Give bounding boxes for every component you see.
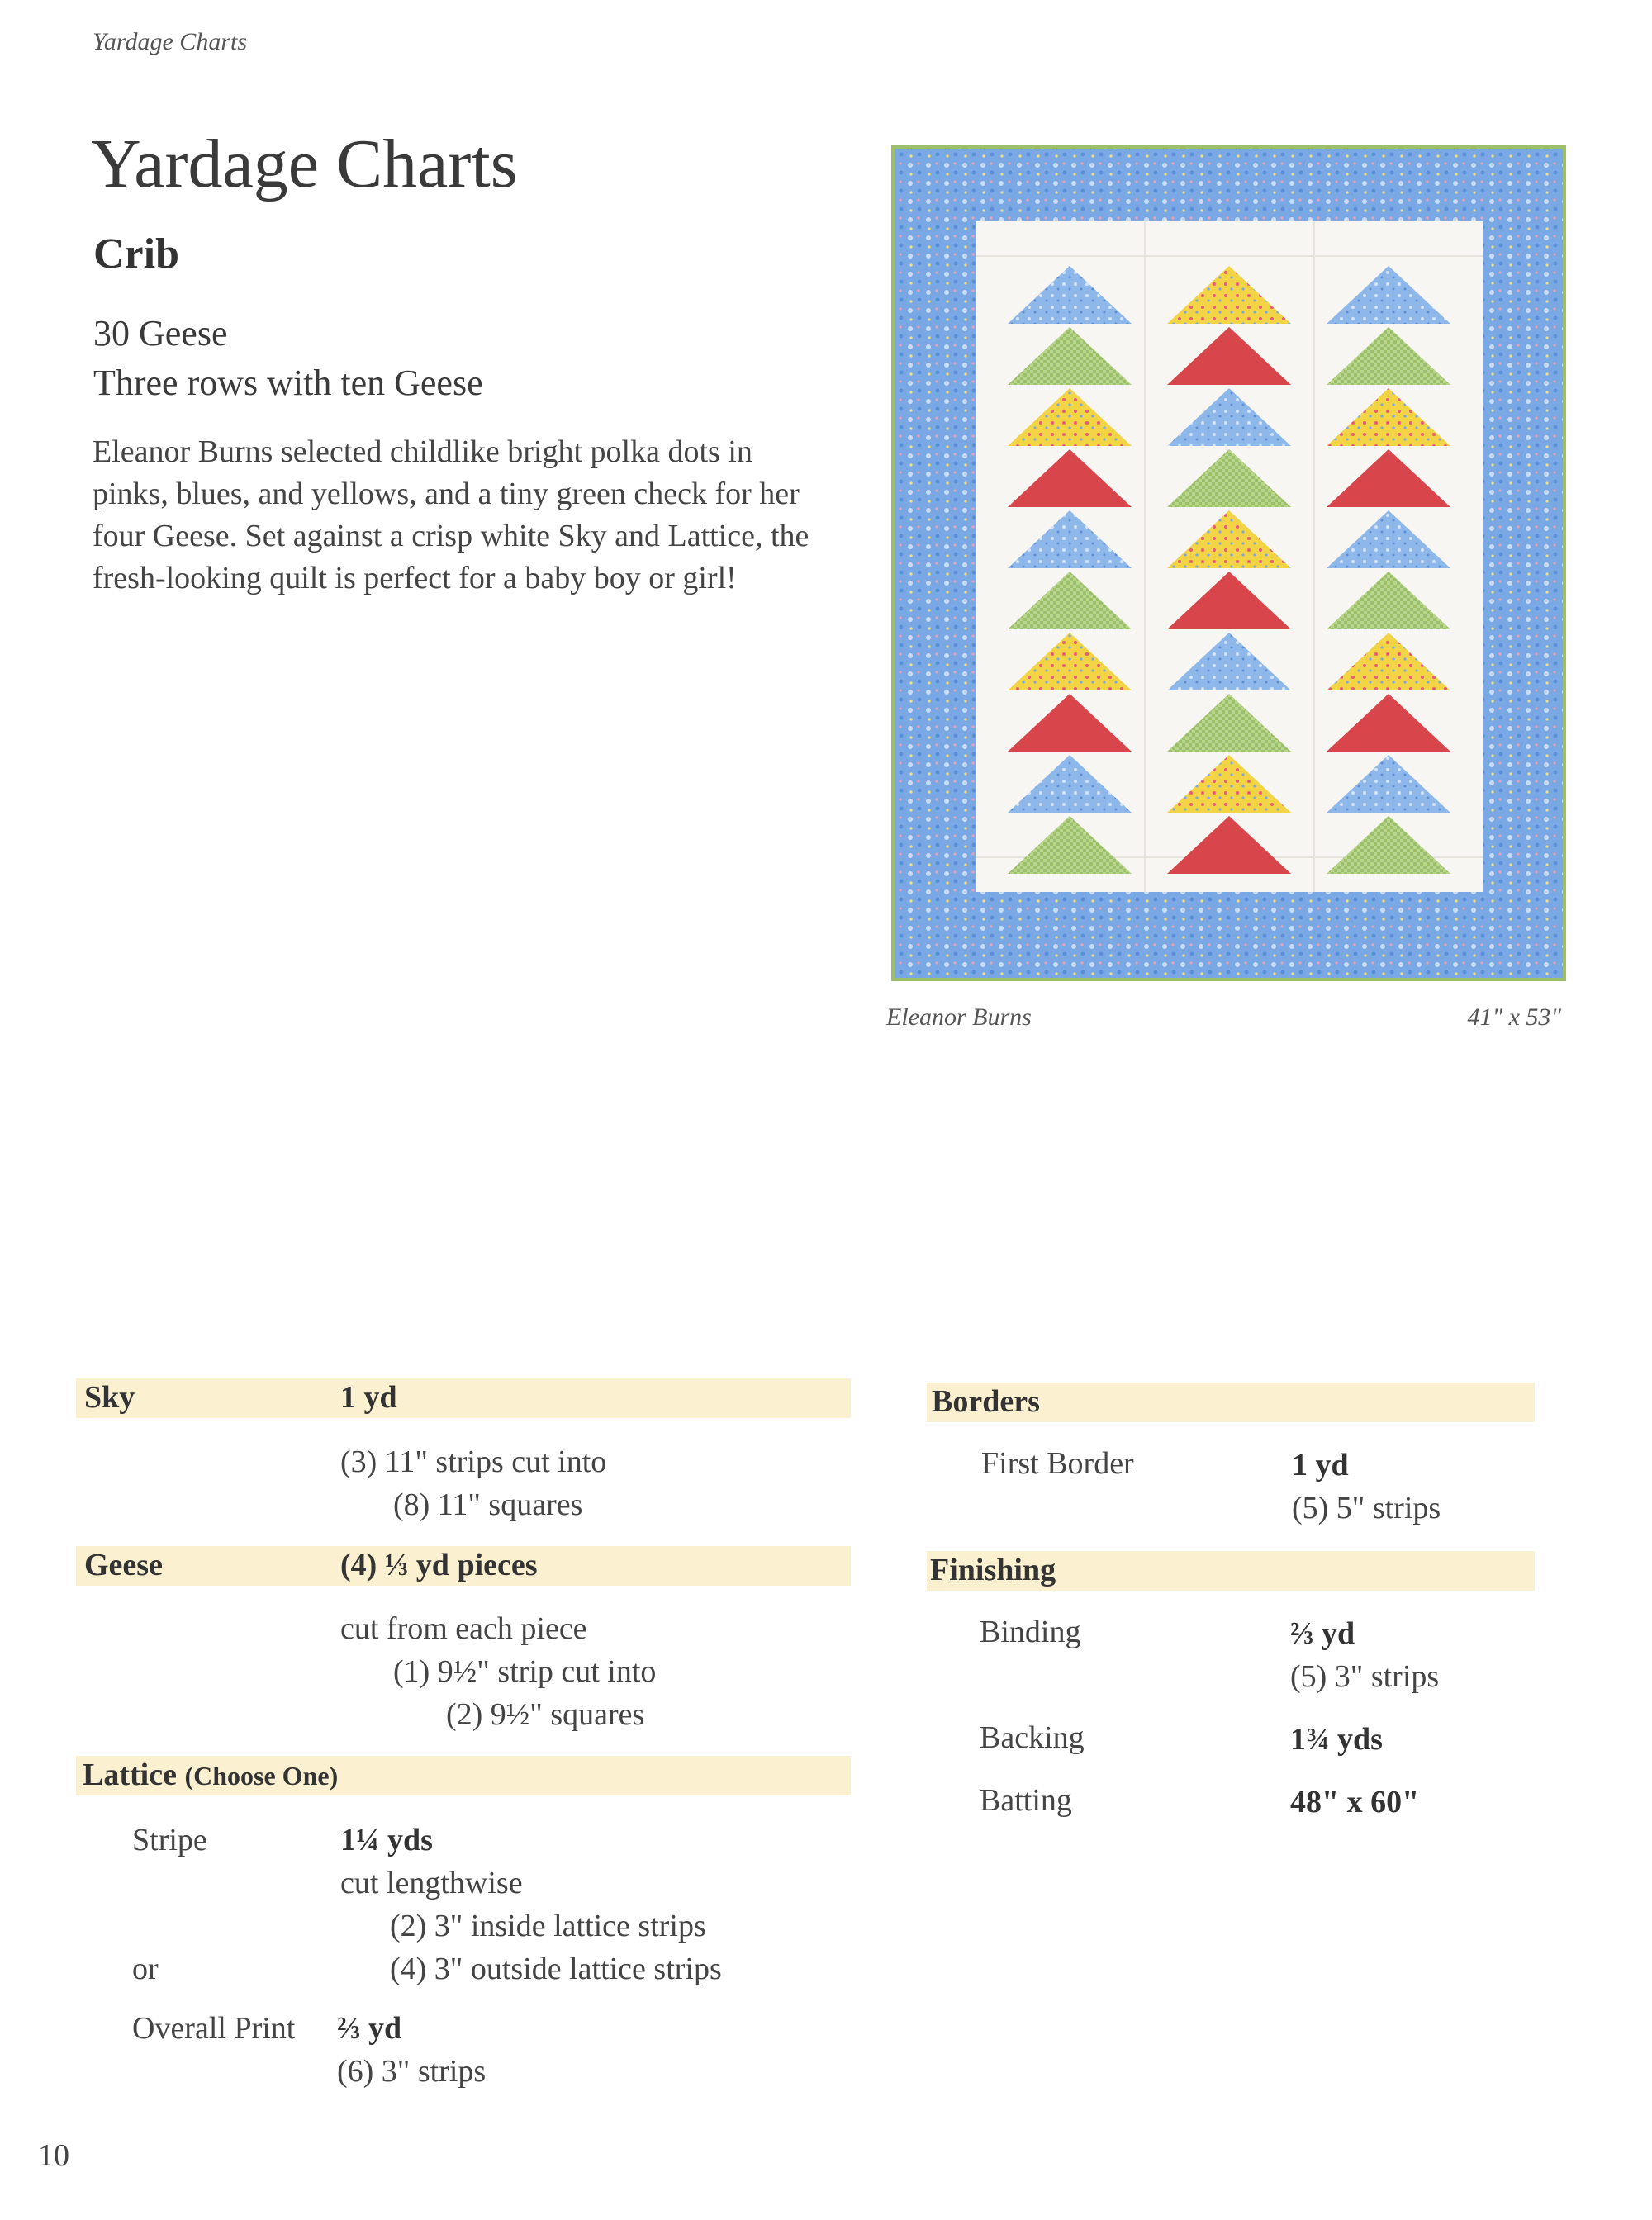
quilt-illustration <box>888 142 1569 984</box>
geese-cut-line-3: (2) 9½" squares <box>446 1697 645 1732</box>
sky-cut-line-2: (8) 11" squares <box>393 1487 583 1522</box>
geese-label: Geese <box>84 1548 163 1582</box>
photo-caption-size: 41" x 53" <box>1467 1003 1561 1031</box>
batting-amount: 48" x 60" <box>1290 1785 1420 1819</box>
backing-label: Backing <box>980 1720 1085 1755</box>
finishing-label: Finishing <box>930 1553 1056 1587</box>
overall-print-label: Overall Print <box>132 2011 296 2046</box>
description-paragraph: Eleanor Burns selected childlike bright polka dots in pinks, blues, and yellows, and a tiny green check for her four Geese. Set against a crisp white Sky and Lattice, the fresh-looking quilt is perfect for a baby boy or girl! <box>93 434 809 595</box>
running-header: Yardage Charts <box>93 28 248 55</box>
rows-line: Three rows with ten Geese <box>93 363 483 403</box>
stripe-cut-line-1: cut lengthwise <box>340 1866 523 1900</box>
binding-amount: ⅔ yd <box>1290 1616 1355 1651</box>
geese-cut-line-2: (1) 9½" strip cut into <box>393 1654 657 1689</box>
first-border-label: First Border <box>981 1446 1134 1481</box>
stripe-cut-line-2: (2) 3" inside lattice strips <box>390 1909 706 1943</box>
sky-header-bar <box>76 1378 851 1418</box>
overall-print-cut-line: (6) 3" strips <box>337 2054 487 2089</box>
quilt-photo <box>888 142 1569 984</box>
section-subtitle: Crib <box>93 230 179 278</box>
sky-cut-line-1: (3) 11" strips cut into <box>340 1444 607 1479</box>
lattice-note: (Choose One) <box>184 1761 339 1791</box>
page-number: 10 <box>38 2138 69 2173</box>
or-label: or <box>132 1952 159 1986</box>
batting-label: Batting <box>980 1783 1072 1818</box>
stripe-cut-line-3: (4) 3" outside lattice strips <box>390 1952 722 1986</box>
photo-caption-artist: Eleanor Burns <box>886 1003 1032 1031</box>
first-border-amount: 1 yd <box>1292 1448 1349 1482</box>
stripe-label: Stripe <box>132 1823 207 1857</box>
sky-label: Sky <box>84 1380 135 1415</box>
backing-amount: 1¾ yds <box>1290 1722 1383 1757</box>
sky-amount: 1 yd <box>340 1380 397 1415</box>
stripe-amount: 1¼ yds <box>340 1823 433 1857</box>
geese-count: 30 Geese <box>93 313 228 353</box>
overall-print-amount: ⅔ yd <box>337 2011 402 2046</box>
geese-amount: (4) ⅓ yd pieces <box>340 1548 538 1582</box>
first-border-cut-line: (5) 5" strips <box>1292 1491 1441 1525</box>
borders-label: Borders <box>932 1384 1040 1419</box>
lattice-label-row <box>83 1757 338 1793</box>
binding-label: Binding <box>980 1615 1081 1649</box>
page-title: Yardage Charts <box>91 126 518 202</box>
binding-cut-line: (5) 3" strips <box>1290 1659 1440 1694</box>
geese-cut-line-1: cut from each piece <box>340 1611 587 1646</box>
lattice-label: Lattice <box>83 1758 177 1792</box>
